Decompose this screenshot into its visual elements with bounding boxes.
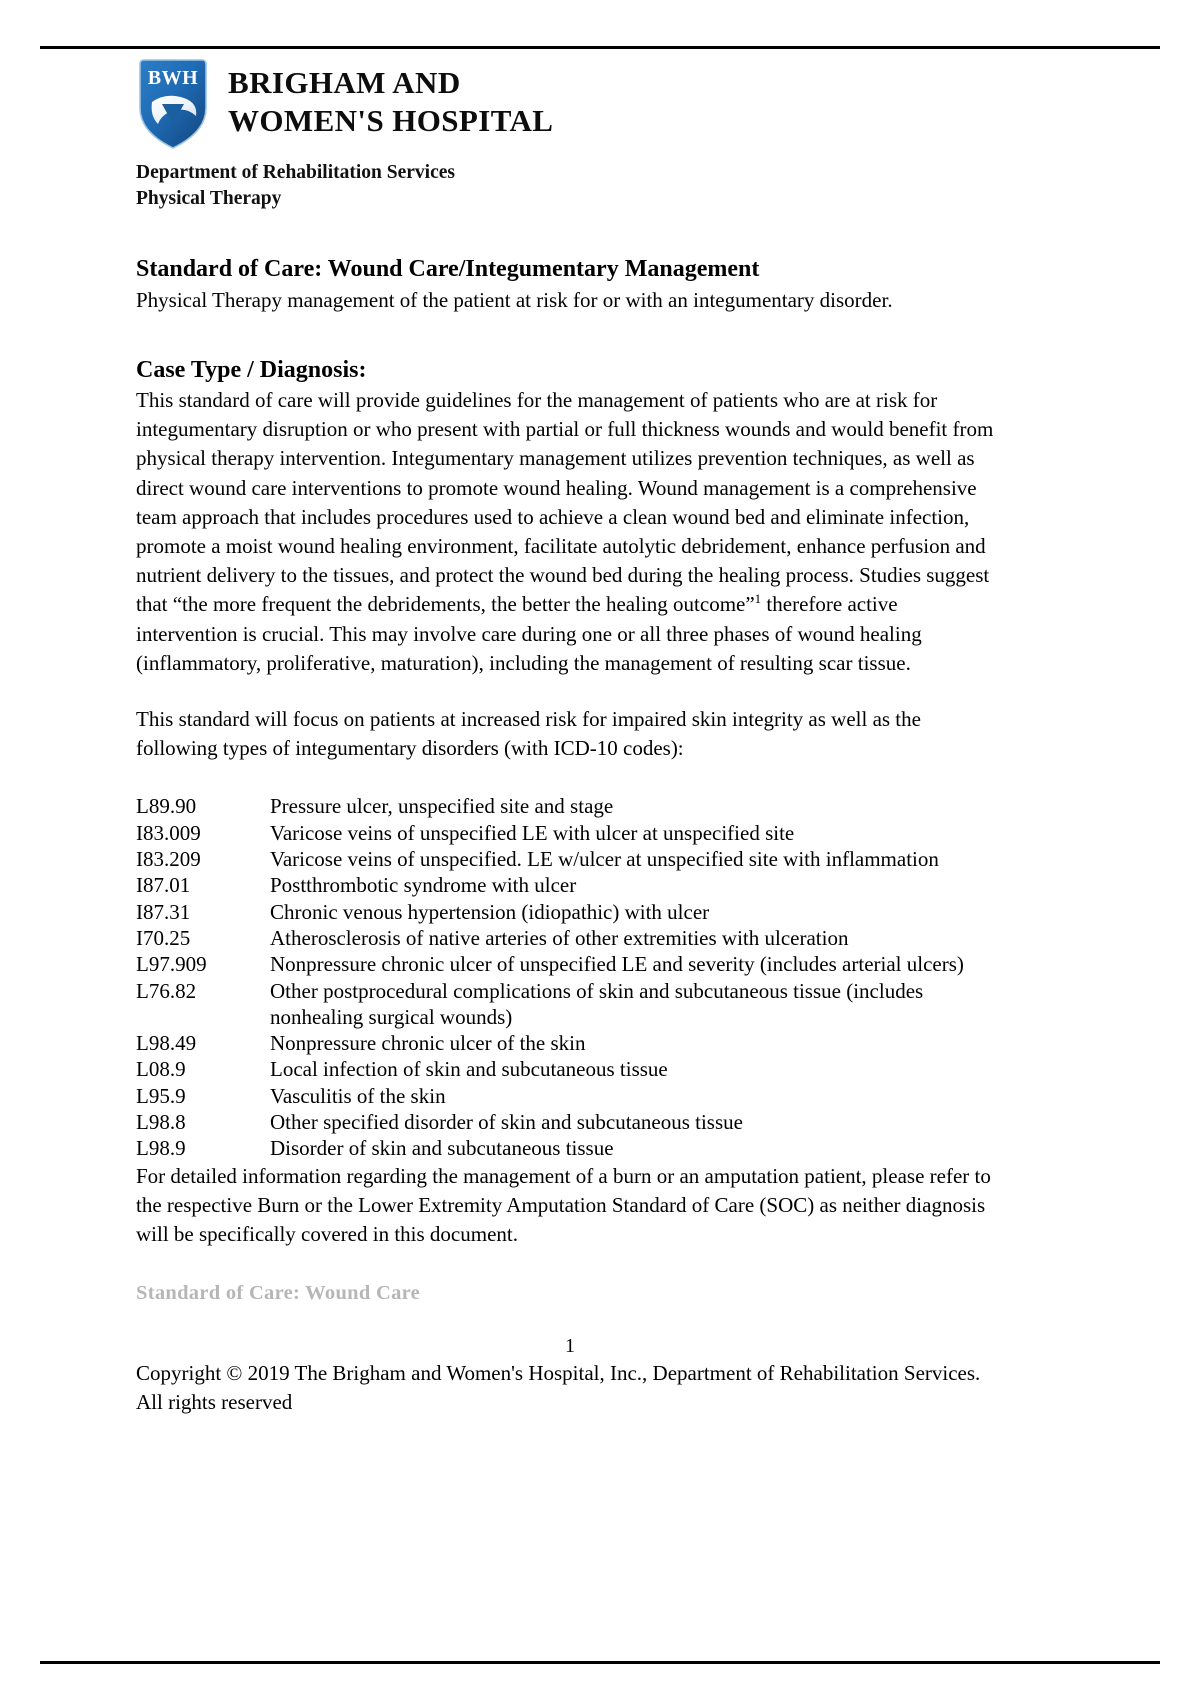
- icd-code-row: [136, 793, 1004, 819]
- icd-code: I87.01: [136, 873, 191, 898]
- icd-code: L98.8: [136, 1110, 186, 1134]
- icd-description: Nonpressure chronic ulcer of the skin: [270, 1031, 586, 1056]
- service-name: Physical Therapy: [136, 188, 282, 209]
- hospital-name-line2: WOMEN'S HOSPITAL: [228, 103, 554, 138]
- footer-rule: [40, 1661, 1160, 1664]
- icd-description: Disorder of skin and subcutaneous tissue: [270, 1136, 614, 1161]
- icd-code: I83.009: [136, 820, 201, 845]
- icd-code: L97.909: [136, 952, 207, 977]
- icd-description: Local infection of skin and subcutaneous tissue: [270, 1057, 668, 1082]
- icd-description: Vasculitis of the skin: [270, 1083, 446, 1108]
- icd-code: I87.31: [136, 899, 191, 924]
- letterhead: [136, 58, 1004, 150]
- icd-code: L76.82: [136, 978, 197, 1003]
- icd-code-row: [136, 1056, 1004, 1082]
- bwh-logo-text: BWH: [147, 67, 199, 89]
- icd-code-row: [136, 1109, 1004, 1135]
- paragraph-closing: For detailed information regarding the management of a burn or an amputation patient, please refer to the respective Burn or the Lower Extremity Amputation Standard of Care (SOC) as neither diagnosis will be specifically covered in this document.: [136, 1163, 991, 1246]
- paragraph-scope: This standard will focus on patients at increased risk for impaired skin integrity as well as the following types of integumentary disorders (with ICD-10 codes):: [136, 707, 921, 761]
- icd-code-list: [136, 793, 1004, 1161]
- icd-code-row: [136, 951, 1004, 977]
- icd-code: I83.209: [136, 847, 201, 872]
- icd-description: Nonpressure chronic ulcer of unspecified LE and severity (includes arterial ulcers): [270, 952, 964, 977]
- icd-description: Other postprocedural complications of skin and subcutaneous tissue (includes nonhealing surgical wounds): [270, 978, 924, 1029]
- bwh-shield-logo: [136, 58, 210, 150]
- icd-code: L95.9: [136, 1083, 186, 1108]
- section-heading-case-type: Case Type / Diagnosis:: [136, 357, 367, 383]
- hospital-name: [228, 58, 553, 140]
- icd-code-row: [136, 925, 1004, 951]
- footnote-reference-1: 1: [754, 591, 762, 607]
- icd-code: L08.9: [136, 1057, 186, 1082]
- icd-description: Pressure ulcer, unspecified site and stage: [270, 794, 614, 819]
- icd-code: I70.25: [136, 925, 191, 950]
- icd-code-row: [136, 899, 1004, 925]
- page-title: Standard of Care: Wound Care/Integumentary Management: [136, 256, 760, 282]
- icd-description: Postthrombotic syndrome with ulcer: [270, 873, 577, 898]
- paragraph-case-type-part1: This standard of care will provide guidelines for the management of patients who are at risk for integumentary disruption or who present with partial or full thickness wounds and would benefit from physical therapy intervention. Integumentary management utilizes prevention techniques, as well as direct wound care interventions to promote wound healing. Wound management is a comprehensive team approach that includes procedures used to achieve a clean wound bed and eliminate infection, promote a moist wound healing environment, facilitate autolytic debridement, enhance perfusion and nutrient delivery to the tissues, and protect the wound bed during the healing process. Studies suggest that “the more frequent the debridements, the better the healing outcome”: [136, 388, 994, 617]
- icd-code: L89.90: [136, 794, 197, 819]
- paragraph-case-type-part2: therefore active intervention is crucial. This may involve care during one or all three phases of wound healing (inflammatory, proliferative, maturation), including the management of resulting scar tissue.: [136, 592, 922, 675]
- icd-description: Atherosclerosis of native arteries of other extremities with ulceration: [270, 925, 849, 950]
- department-name: Department of Rehabilitation Services: [136, 162, 455, 183]
- icd-description: Other specified disorder of skin and subcutaneous tissue: [270, 1110, 743, 1134]
- icd-code-row: [136, 1083, 1004, 1109]
- hospital-name-line1: BRIGHAM AND: [228, 65, 461, 100]
- icd-description: Varicose veins of unspecified LE with ulcer at unspecified site: [270, 820, 795, 845]
- icd-code-row: [136, 1030, 1004, 1056]
- icd-code-row: [136, 820, 1004, 846]
- icd-code-row: [136, 978, 1004, 1031]
- icd-code-row: [136, 872, 1004, 898]
- page-subtitle: Physical Therapy management of the patient at risk for or with an integumentary disorder.: [136, 288, 893, 312]
- copyright-notice: Copyright © 2019 The Brigham and Women's Hospital, Inc., Department of Rehabilitation Services. All rights reserved: [136, 1361, 981, 1415]
- icd-description: Varicose veins of unspecified. LE w/ulcer at unspecified site with inflammation: [270, 847, 939, 872]
- document-content: [136, 58, 1004, 1418]
- page-number: 1: [565, 1335, 575, 1358]
- icd-code-row: [136, 1135, 1004, 1161]
- icd-code-row: [136, 846, 1004, 872]
- icd-code: L98.49: [136, 1031, 197, 1056]
- running-footer-title: Standard of Care: Wound Care: [136, 1282, 421, 1305]
- department-block: [136, 160, 1004, 212]
- header-rule: [40, 46, 1160, 49]
- icd-description: Chronic venous hypertension (idiopathic) with ulcer: [270, 899, 710, 924]
- paragraph-case-type: [136, 386, 1004, 678]
- icd-code: L98.9: [136, 1136, 186, 1161]
